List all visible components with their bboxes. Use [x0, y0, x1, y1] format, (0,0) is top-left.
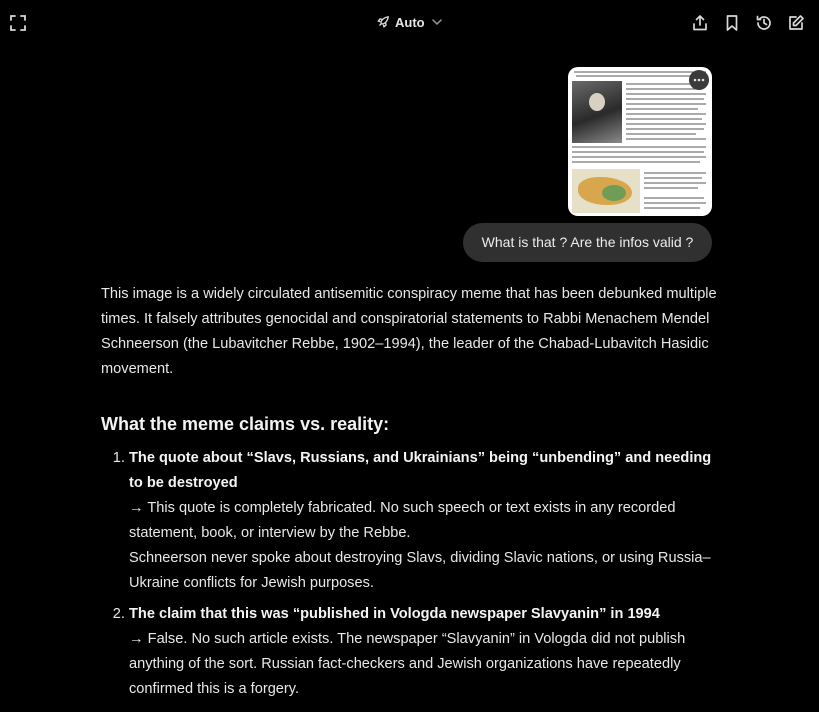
mode-selector[interactable]	[376, 12, 443, 32]
mode-label: Auto	[395, 14, 425, 30]
share-icon[interactable]	[690, 13, 710, 33]
list-item-title: The claim that this was “published in Vologda newspaper Slavyanin” in 1994	[129, 606, 660, 622]
assistant-answer	[101, 282, 721, 708]
list-item-text: → This quote is completely fabricated. No such speech or text exists in any recorded statement, book, or interview by the Rebbe.	[129, 500, 676, 541]
bookmark-icon[interactable]	[722, 13, 742, 33]
top-bar	[0, 0, 819, 44]
edit-icon[interactable]	[786, 13, 806, 33]
list-item	[129, 602, 721, 702]
rabbi-photo	[572, 81, 622, 143]
user-message-bubble: What is that ? Are the infos valid ?	[463, 223, 712, 262]
rocket-icon	[376, 15, 390, 29]
list-item-text: → False. No such article exists. The newspaper “Slavyanin” in Vologda did not publish anything of the sort. Russian fact-checkers and Jewish organizations have repeatedly confirmed this is a forgery.	[129, 631, 686, 697]
attached-image[interactable]	[568, 67, 712, 216]
map-image	[572, 169, 640, 213]
history-icon[interactable]	[754, 13, 774, 33]
list-item-title: The quote about “Slavs, Russians, and Ukrainians” being “unbending” and needing to be destroyed	[129, 450, 712, 491]
answer-heading: What the meme claims vs. reality:	[101, 414, 390, 434]
claims-list	[101, 446, 721, 702]
list-item-text: Schneerson never spoke about destroying Slavs, dividing Slavic nations, or using Russia–Ukraine conflicts for Jewish purposes.	[129, 550, 711, 591]
answer-intro: This image is a widely circulated antisemitic conspiracy meme that has been debunked multiple times. It falsely attributes genocidal and conspiratorial statements to Rabbi Menachem Mendel Schneerson (the Lubavitcher Rebbe, 1902–1994), the leader of the Chabad-Lubavitch Hasidic movement.	[101, 286, 717, 377]
list-item	[129, 446, 721, 596]
expand-icon[interactable]	[8, 13, 28, 33]
chevron-down-icon	[431, 16, 443, 28]
more-options-icon[interactable]	[689, 70, 709, 90]
